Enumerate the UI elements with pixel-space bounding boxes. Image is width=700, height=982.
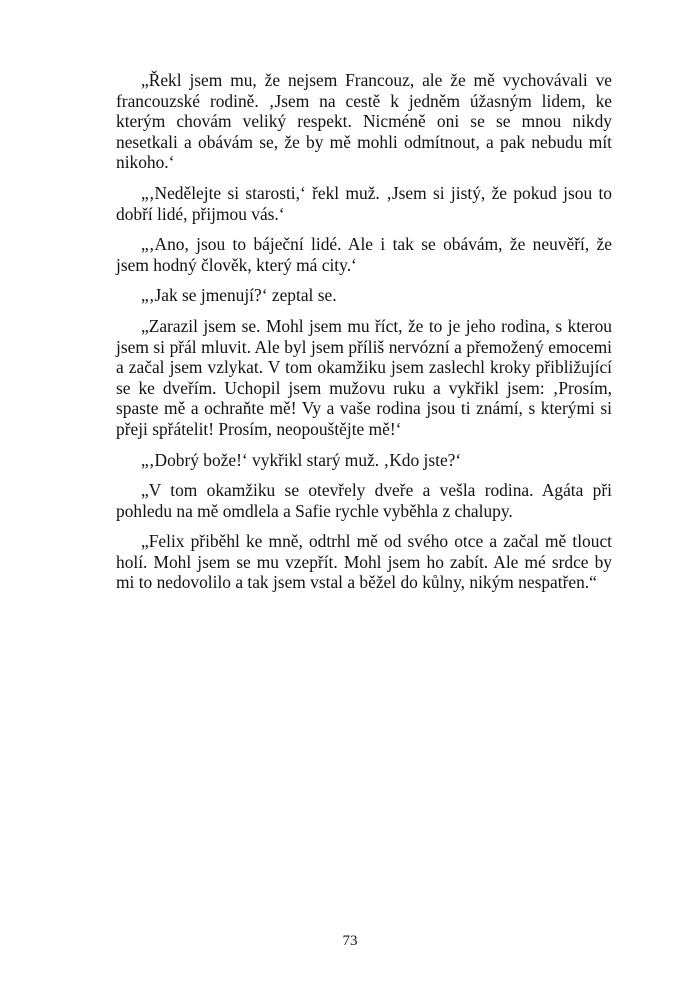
body-text: [116, 70, 612, 603]
paragraph: „‚Nedělejte si starosti,‘ řekl muž. ‚Jsem si jistý, že pokud jsou to dobří lidé, přijmou vás.‘: [116, 182, 612, 224]
paragraph: „V tom okamžiku se otevřely dveře a vešla rodina. Agáta při pohledu na mě omdlela a Safie rychle vyběhla z chalupy.: [116, 480, 612, 521]
paragraph: „‚Ano, jsou to báječní lidé. Ale i tak se obávám, že neuvěří, že jsem hodný člověk, který má city.‘: [116, 234, 612, 275]
paragraph: „‚Jak se jmenují?‘ zeptal se.: [141, 285, 337, 306]
paragraph: „Felix přiběhl ke mně, odtrhl mě od svého otce a začal mě tlouct holí. Mohl jsem se mu vzepřít. Mohl jsem ho zabít. Ale mé srdce by mi to nedovolilo a tak jsem vstal a běžel do kůlny, nikým nespatřen.“: [116, 531, 612, 593]
paragraph: „‚Dobrý bože!‘ vykřikl starý muž. ‚Kdo jste?‘: [141, 449, 462, 470]
paragraph: „Řekl jsem mu, že nejsem Francouz, ale že mě vychovávali ve francouzské rodině. ‚Jsem na cestě k jedněm úžasným lidem, ke kterým chovám veliký respekt. Nicméně oni se se mnou nikdy nesetkali a obávám se, že by mě mohli odmítnout, a pak nebudu mít nikoho.‘: [116, 70, 612, 173]
page-number: 73: [342, 933, 358, 949]
paragraph: „Zarazil jsem se. Mohl jsem mu říct, že to je jeho rodina, s kterou jsem si přál mluvit. Ale byl jsem příliš nervózní a přemožený emocemi a začal jsem vzlykat. V tom okamžiku jsem zaslechl kroky přibližující se ke dveřím. Uchopil jsem mužovu ruku a vykřikl jsem: ‚Prosím, spaste mě a ochraňte mě! Vy a vaše rodina jsou ti známí, s kterými si přeji spřátelit! Prosím, neopouštějte mě!‘: [116, 315, 612, 439]
